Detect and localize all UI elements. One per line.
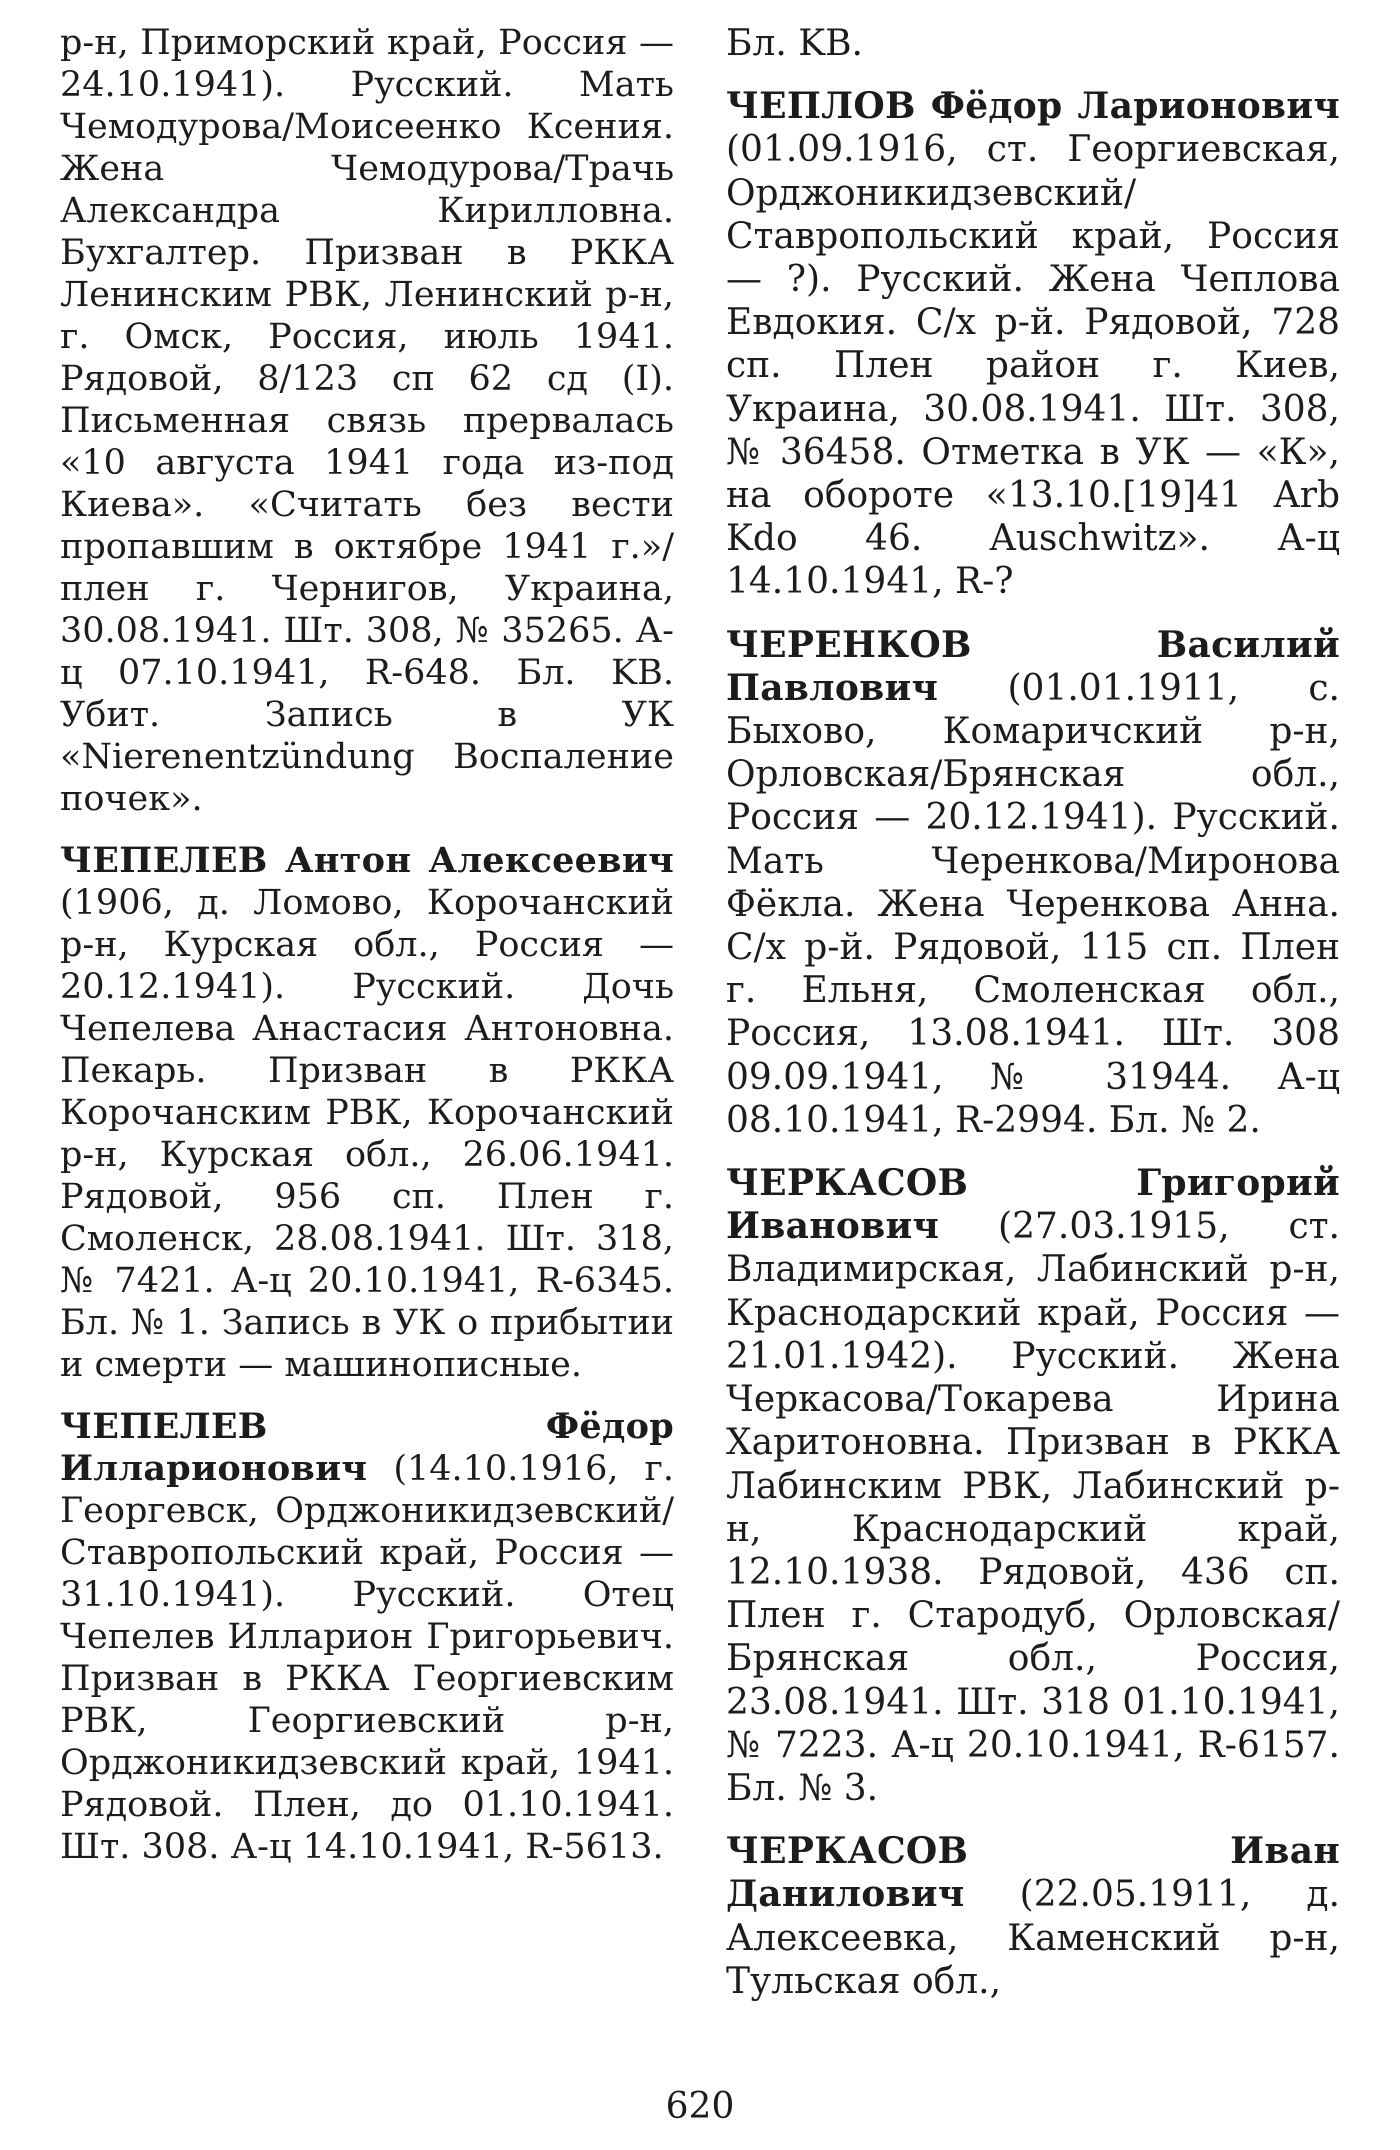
entry-cherenkov-vasily bbox=[726, 624, 1340, 1142]
entry-text: (14.10.1916, г. Георгевск, Орджоникидзевский/Ставропольский край, Россия — 31.10.1941). Русский. Отец Чепелев Илларион Григорьевич. Призван в РККА Георгиевским РВК, Георгиевский р-н, Орджоникидзевский край, 1941. Рядовой. Плен, до 01.10.1941. Шт. 308. А-ц 14.10.1941, R-5613. bbox=[60, 1449, 674, 1867]
right-column bbox=[726, 22, 1340, 2023]
entry-name: ЧЕРКАСОВ Григорий Иванович bbox=[726, 1162, 1340, 1248]
entry-cherkasov-grigory bbox=[726, 1162, 1340, 1810]
entry-name: ЧЕПЕЛЕВ Антон Алексеевич bbox=[60, 840, 674, 881]
page-number: 620 bbox=[665, 2086, 735, 2127]
entry-continued bbox=[726, 22, 1340, 65]
entry-cherkasov-ivan bbox=[726, 1830, 1340, 2003]
left-column bbox=[60, 22, 674, 1888]
entry-text: Бл. KB. bbox=[726, 23, 864, 64]
entry-text: (01.01.1911, с. Быхово, Комаричский р-н, Орловская/Брянская обл., Россия — 20.12.1941). Русский. Мать Черенкова/Миронова Фёкла. Жена Черенкова Анна. С/х р-й. Рядовой, 115 сп. Плен г. Ельня, Смоленская обл., Россия, 13.08.1941. Шт. 308 09.09.1941, № 31944. А-ц 08.10.1941, R-2994. Бл. № 2. bbox=[726, 667, 1340, 1141]
entry-name: ЧЕПЕЛЕВ Фёдор Илларионович bbox=[60, 1406, 674, 1489]
entry-chepelev-fedor bbox=[60, 1406, 674, 1868]
entry-name: ЧЕРКАСОВ Иван Данилович bbox=[726, 1830, 1340, 1916]
entry-chepelev-anton bbox=[60, 840, 674, 1386]
entry-text: (27.03.1915, ст. Владимирская, Лабинский р-н, Краснодарский край, Россия — 21.01.1942). Русский. Жена Черкасова/Токарева Ирина Харитоновна. Призван в РККА Лабинским РВК, Лабинский р-н, Краснодарский край, 12.10.1938. Рядовой, 436 сп. Плен г. Стародуб, Орловская/Брянская обл., Россия, 23.08.1941. Шт. 318 01.10.1941, № 7223. А-ц 20.10.1941, R-6157. Бл. № 3. bbox=[726, 1206, 1340, 1809]
entry-cheplov-fedor bbox=[726, 85, 1340, 603]
entry-text: (22.05.1911, д. Алексеевка, Каменский р-н, Тульская обл., bbox=[726, 1874, 1340, 2002]
entry-name: ЧЕПЛОВ Фёдор Ларионович bbox=[726, 85, 1340, 128]
book-page bbox=[60, 22, 1340, 2112]
entry-name: ЧЕРЕНКОВ Василий Павлович bbox=[726, 623, 1340, 709]
entry-continued bbox=[60, 22, 674, 820]
entry-text: р-н, Приморский край, Россия — 24.10.1941). Русский. Мать Чемодурова/Моисеенко Ксения. Жена Чемодурова/Трачь Александра Кирилловна. Бухгалтер. Призван в РККА Ленинским РВК, Ленинский р-н, г. Омск, Россия, июль 1941. Рядовой, 8/123 сп 62 сд (I). Письменная связь прервалась «10 августа 1941 года из-под Киева». «Считать без вести пропавшим в октябре 1941 г.»/плен г. Чернигов, Украина, 30.08.1941. Шт. 308, № 35265. А-ц 07.10.1941, R-648. Бл. KB. Убит. Запись в УК «Nierenentzündung Воспаление почек». bbox=[60, 23, 674, 819]
entry-text: (01.09.1916, ст. Георгиевская, Орджоникидзевский/Ставропольский край, Россия — ?). Русский. Жена Чеплова Евдокия. С/х р-й. Рядовой, 728 сп. Плен район г. Киев, Украина, 30.08.1941. Шт. 308, № 36458. Отметка в УК — «К», на обороте «13.10.[19]41 Arb Kdo 46. Auschwitz». А-ц 14.10.1941, R-? bbox=[726, 129, 1340, 603]
entry-text: (1906, д. Ломово, Корочанский р-н, Курская обл., Россия — 20.12.1941). Русский. Дочь Чепелева Анастасия Антоновна. Пекарь. Призван в РККА Корочанским РВК, Корочанский р-н, Курская обл., 26.06.1941. Рядовой, 956 сп. Плен г. Смоленск, 28.08.1941. Шт. 318, № 7421. А-ц 20.10.1941, R-6345. Бл. № 1. Запись в УК о прибытии и смерти — машинописные. bbox=[60, 883, 674, 1385]
